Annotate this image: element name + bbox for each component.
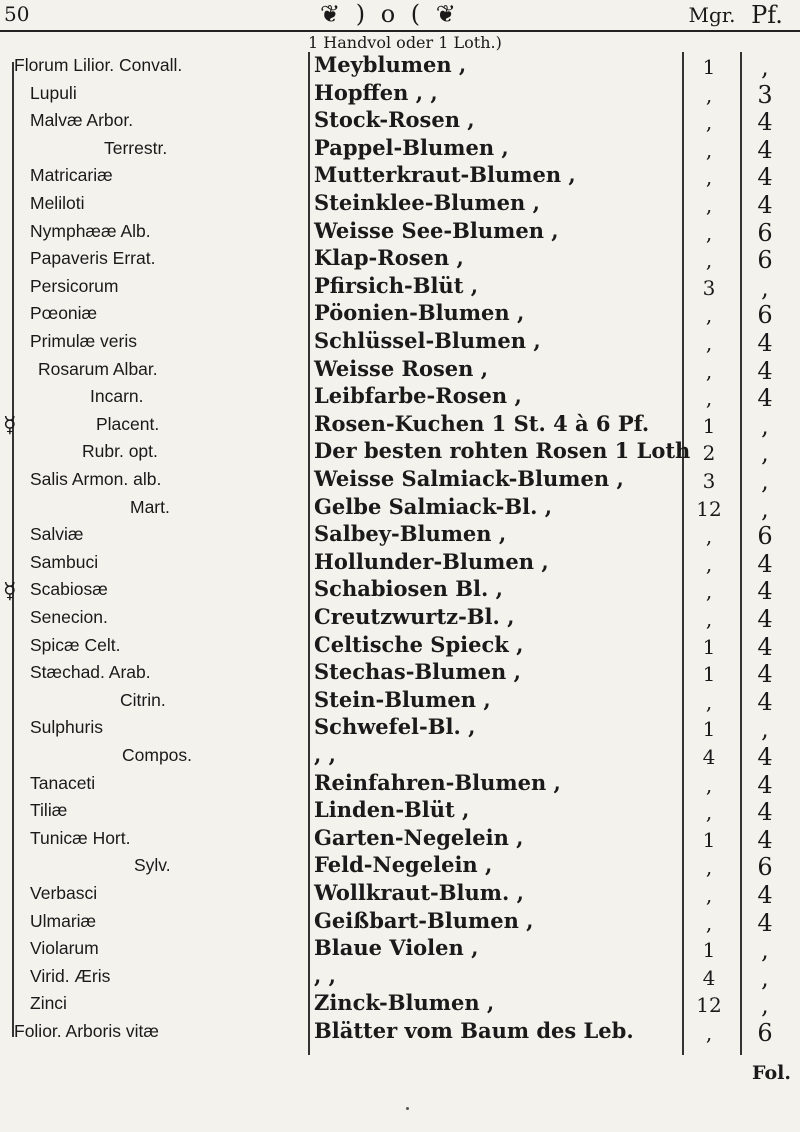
- table-row: [0, 245, 800, 273]
- planet-symbol-mark: ☿: [3, 412, 17, 438]
- german-name: Garten-Negelein ,: [314, 824, 524, 850]
- mgr-price: ,: [705, 137, 713, 162]
- german-name: Pfirsich-Blüt ,: [314, 272, 479, 298]
- latin-name: Stæchad. Arab.: [30, 662, 151, 683]
- table-row: [0, 963, 800, 991]
- stray-ink-dot: [406, 1107, 409, 1110]
- latin-name: Virid. Æris: [30, 965, 111, 986]
- german-name: Wollkraut-Blum. ,: [314, 880, 524, 905]
- mgr-price: ,: [705, 386, 713, 411]
- latin-name: Terrestr.: [104, 137, 168, 158]
- mgr-price: ,: [705, 248, 713, 273]
- latin-name: Tanaceti: [30, 772, 96, 793]
- mgr-price: ,: [705, 579, 713, 604]
- mgr-price: 12: [696, 496, 722, 521]
- table-row: [0, 742, 800, 770]
- mgr-price: ,: [705, 303, 713, 328]
- mgr-price: 1: [702, 55, 716, 79]
- latin-name: Citrin.: [120, 689, 166, 710]
- table-row: [0, 135, 800, 163]
- table-row: [0, 990, 800, 1018]
- german-name: , ,: [314, 742, 336, 767]
- table-row: [0, 494, 800, 522]
- mgr-price: ,: [705, 1021, 713, 1045]
- mgr-price: ,: [705, 607, 713, 631]
- header-ornament: ❦ ) o ( ❦: [320, 0, 460, 28]
- german-name: Klap-Rosen ,: [314, 245, 464, 271]
- pf-price: ,: [761, 273, 769, 302]
- german-name: Weisse See-Blumen ,: [314, 217, 559, 243]
- mgr-price: 3: [702, 469, 716, 493]
- german-name: Mutterkraut-Blumen ,: [314, 162, 576, 188]
- german-name: Creutzwurtz-Bl. ,: [314, 604, 515, 629]
- german-name: Stein-Blumen ,: [314, 686, 491, 712]
- latin-name: Pœoniæ: [30, 303, 98, 324]
- german-name: Salbey-Blumen ,: [314, 521, 507, 547]
- latin-name: Senecion.: [30, 607, 108, 627]
- latin-name: Folior. Arboris vitæ: [14, 1021, 159, 1041]
- mgr-price: 1: [702, 938, 716, 963]
- pf-price: 4: [757, 798, 773, 827]
- table-row: [0, 797, 800, 825]
- latin-name: Nymphææ Alb.: [30, 220, 151, 241]
- pf-price: ,: [761, 963, 769, 992]
- table-row: [0, 466, 800, 494]
- table-row: [0, 935, 800, 963]
- latin-name: Persicorum: [30, 275, 119, 296]
- german-name: Geißbart-Blumen ,: [314, 907, 534, 933]
- pf-price: ,: [761, 991, 769, 1020]
- latin-name: Papaveris Errat.: [30, 248, 156, 269]
- german-name: Schwefel-Bl. ,: [314, 714, 476, 740]
- latin-name: Violarum: [30, 938, 99, 959]
- table-row: [0, 107, 800, 135]
- table-row: [0, 273, 800, 301]
- mgr-price: 1: [702, 717, 716, 742]
- table-row: [0, 908, 800, 936]
- table-row: [0, 687, 800, 715]
- mgr-price: ,: [705, 800, 713, 825]
- table-row: [0, 521, 800, 549]
- pf-price: 4: [757, 908, 773, 937]
- german-name: Hollunder-Blumen ,: [314, 548, 549, 574]
- latin-name: Matricariæ: [30, 165, 113, 186]
- mgr-price: 1: [702, 827, 716, 852]
- mgr-price: ,: [705, 524, 713, 549]
- german-name: Linden-Blüt ,: [314, 797, 470, 823]
- latin-name: Spicæ Celt.: [30, 634, 121, 655]
- page-number: 50: [4, 2, 30, 26]
- table-row: [0, 576, 800, 604]
- latin-name: Ulmariæ: [30, 910, 97, 931]
- pf-price: ,: [761, 53, 769, 81]
- table-row: [0, 356, 800, 384]
- german-name: Blätter vom Baum des Leb.: [314, 1018, 634, 1043]
- german-name: Der besten rohten Rosen 1 Loth: [314, 438, 691, 464]
- mgr-price: ,: [705, 551, 713, 576]
- pf-price: 4: [757, 743, 773, 771]
- latin-name: Rubr. opt.: [82, 441, 158, 462]
- mgr-price: 4: [702, 745, 716, 769]
- german-name: , ,: [314, 962, 336, 988]
- latin-name: Primulæ veris: [30, 331, 137, 351]
- latin-name: Rosarum Albar.: [38, 358, 158, 379]
- mgr-price: ,: [705, 910, 713, 935]
- german-name: Pöonien-Blumen ,: [314, 300, 525, 326]
- german-name: Gelbe Salmiack-Bl. ,: [314, 493, 553, 519]
- mgr-price: ,: [705, 772, 713, 797]
- mgr-price: ,: [705, 193, 713, 217]
- table-row: [0, 852, 800, 880]
- pf-price: 4: [757, 687, 773, 716]
- german-name: Schlüssel-Blumen ,: [314, 328, 541, 353]
- mgr-price: ,: [705, 689, 713, 714]
- pf-price: 6: [757, 853, 773, 882]
- catchword: Fol.: [752, 1062, 791, 1084]
- header-rule: [0, 30, 800, 32]
- german-name: Weisse Salmiack-Blumen ,: [314, 466, 624, 491]
- latin-name: Placent.: [96, 413, 160, 434]
- pf-price: 4: [757, 632, 773, 661]
- unit-column-heading: 1 Handvol oder 1 Loth.): [308, 33, 502, 52]
- german-name: Steinklee-Blumen ,: [314, 190, 540, 215]
- pf-price: ,: [761, 715, 769, 744]
- pf-price: 6: [757, 301, 773, 330]
- pf-price: 4: [757, 163, 773, 192]
- pf-price: 6: [757, 246, 773, 275]
- latin-name: Scabiosæ: [30, 579, 108, 600]
- german-name: Rosen-Kuchen 1 St. 4 à 6 Pf.: [314, 410, 650, 436]
- latin-name: Zinci: [30, 993, 67, 1014]
- german-name: Schabiosen Bl. ,: [314, 576, 503, 602]
- mgr-price: 1: [702, 662, 716, 687]
- pf-price: 4: [757, 135, 773, 164]
- mgr-price: ,: [705, 165, 713, 190]
- pf-price: 3: [757, 80, 773, 109]
- latin-name: Verbasci: [30, 883, 98, 903]
- latin-name: Salviæ: [30, 524, 84, 545]
- table-row: [0, 825, 800, 853]
- table-row: [0, 162, 800, 190]
- table-row: [0, 659, 800, 687]
- german-name: Weisse Rosen ,: [314, 355, 489, 381]
- latin-name: Lupuli: [30, 82, 77, 103]
- mgr-price: ,: [705, 110, 713, 135]
- table-row: [0, 438, 800, 466]
- table-row: [0, 190, 800, 218]
- mgr-price: 2: [702, 441, 716, 466]
- table-row: [0, 218, 800, 246]
- table-row: [0, 632, 800, 660]
- pf-price: 4: [757, 108, 773, 137]
- pf-price: 4: [757, 825, 773, 854]
- latin-name: Florum Lilior. Convall.: [14, 55, 183, 75]
- german-name: Pappel-Blumen ,: [314, 134, 509, 160]
- table-row: [0, 549, 800, 577]
- pf-price: ,: [761, 936, 769, 965]
- table-row: [0, 328, 800, 356]
- pf-price: 4: [757, 356, 773, 385]
- latin-name: Salis Armon. alb.: [30, 469, 162, 489]
- table-row: [0, 1018, 800, 1046]
- mgr-price: 1: [702, 413, 716, 438]
- german-name: Leibfarbe-Rosen ,: [314, 383, 522, 409]
- table-row: [0, 770, 800, 798]
- german-name: Hopffen , ,: [314, 79, 438, 105]
- mgr-price: ,: [705, 358, 713, 383]
- pf-price: ,: [761, 467, 769, 495]
- german-name: Stechas-Blumen ,: [314, 659, 521, 685]
- pf-price: 4: [757, 384, 773, 413]
- table-row: [0, 383, 800, 411]
- german-name: Celtische Spieck ,: [314, 631, 524, 657]
- mgr-price: ,: [705, 220, 713, 245]
- german-name: Stock-Rosen ,: [314, 107, 475, 133]
- german-name: Meyblumen ,: [314, 52, 467, 77]
- table-row: [0, 300, 800, 328]
- latin-name: Mart.: [130, 496, 170, 517]
- mgr-price: 12: [696, 993, 722, 1018]
- latin-name: Incarn.: [90, 386, 144, 407]
- german-name: Blaue Violen ,: [314, 935, 479, 961]
- german-name: Zinck-Blumen ,: [314, 990, 495, 1016]
- table-row: [0, 880, 800, 908]
- mgr-price: ,: [705, 855, 713, 880]
- latin-name: Compos.: [122, 745, 193, 765]
- pf-price: 4: [757, 191, 773, 219]
- table-row: [0, 411, 800, 439]
- pf-column-heading: Pf.: [751, 1, 783, 29]
- pf-price: ,: [761, 494, 769, 523]
- latin-name: Malvæ Arbor.: [30, 110, 134, 131]
- latin-name: Tiliæ: [30, 800, 68, 821]
- pf-price: 6: [757, 218, 773, 247]
- mgr-column-heading: Mgr.: [688, 3, 736, 27]
- mgr-price: ,: [705, 82, 713, 107]
- latin-name: Sulphuris: [30, 717, 103, 738]
- pf-price: ,: [761, 411, 769, 440]
- mgr-price: ,: [705, 883, 713, 907]
- mgr-price: ,: [705, 331, 713, 355]
- latin-name: Sambuci: [30, 551, 99, 572]
- pf-price: 4: [757, 770, 773, 799]
- table-row: [0, 604, 800, 632]
- pf-price: 4: [757, 329, 773, 357]
- planet-symbol-mark: ☿: [3, 578, 17, 604]
- mgr-price: 3: [702, 275, 716, 300]
- latin-name: Meliloti: [30, 193, 85, 213]
- table-row: [0, 714, 800, 742]
- latin-name: Sylv.: [134, 855, 171, 876]
- latin-name: Tunicæ Hort.: [30, 827, 131, 848]
- pf-price: 6: [757, 1019, 773, 1047]
- pf-price: ,: [761, 439, 769, 468]
- table-row: [0, 52, 800, 80]
- pf-price: 4: [757, 577, 773, 606]
- mgr-price: 4: [702, 965, 716, 990]
- pf-price: 4: [757, 660, 773, 689]
- pf-price: 4: [757, 881, 773, 909]
- pf-price: 4: [757, 549, 773, 578]
- pf-price: 6: [757, 522, 773, 551]
- table-row: [0, 80, 800, 108]
- mgr-price: 1: [702, 634, 716, 659]
- german-name: Feld-Negelein ,: [314, 852, 493, 878]
- pf-price: 4: [757, 605, 773, 633]
- german-name: Reinfahren-Blumen ,: [314, 769, 561, 795]
